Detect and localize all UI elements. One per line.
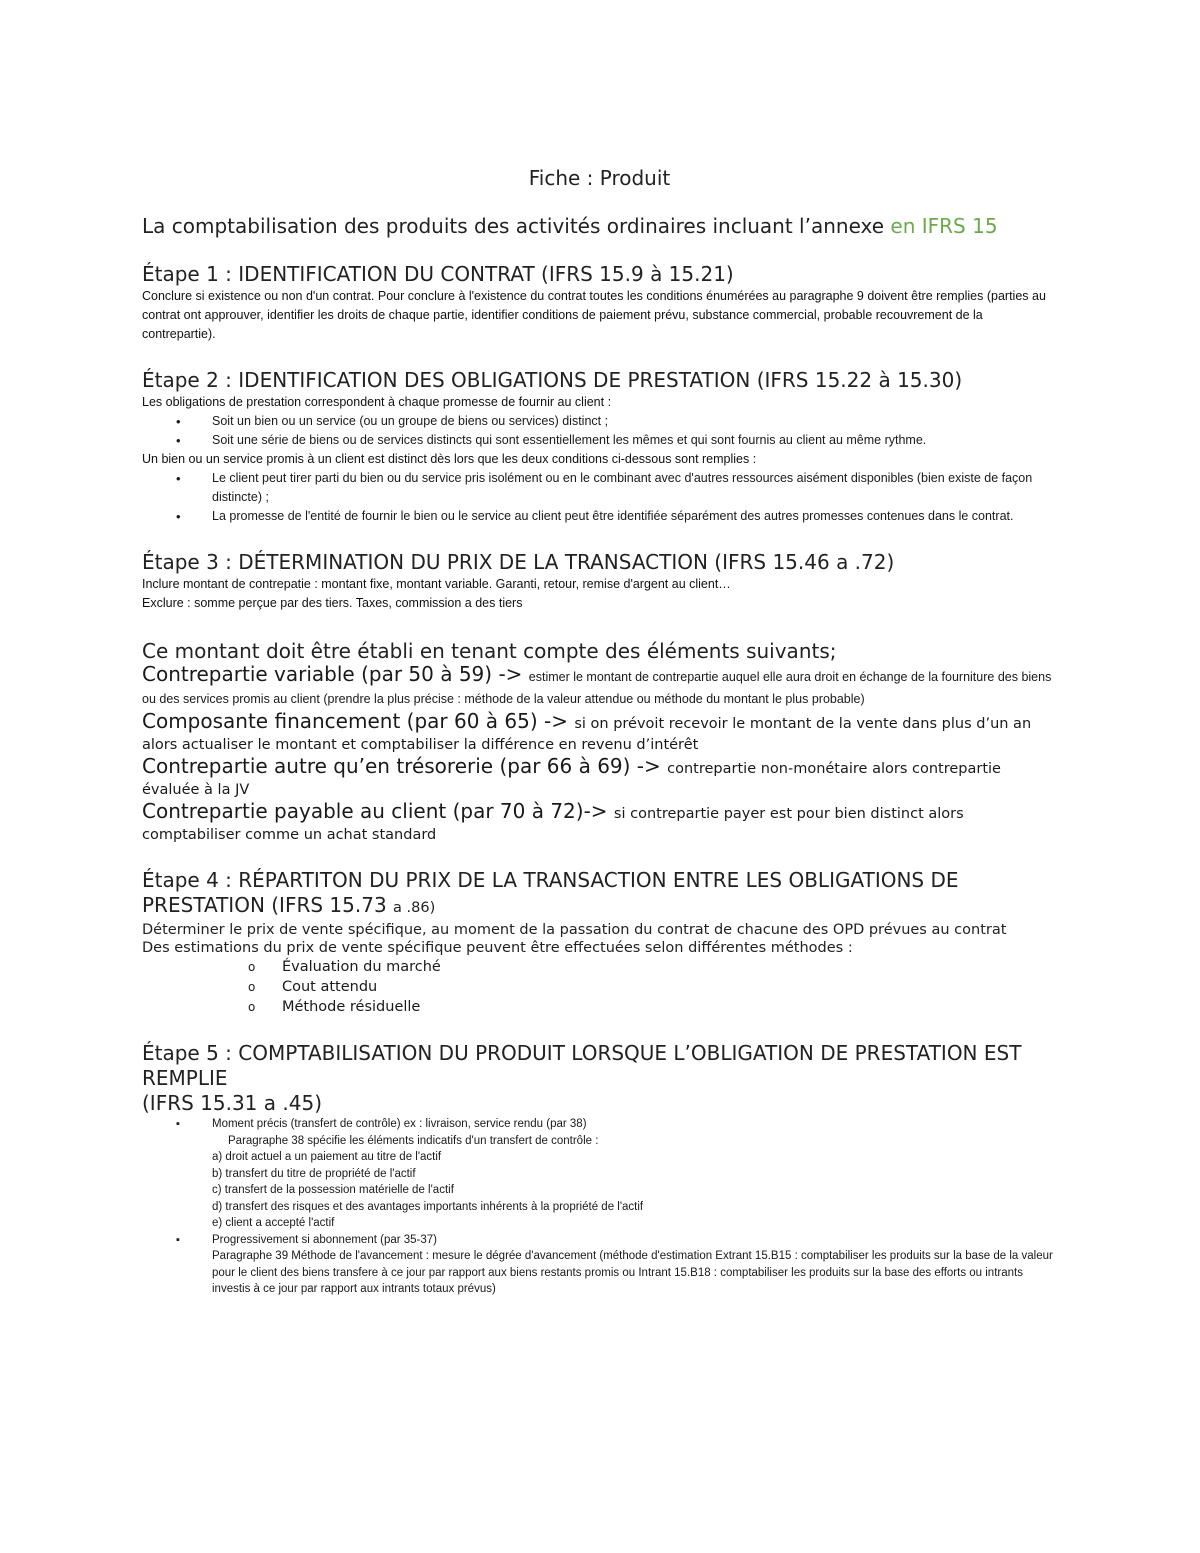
criterion-text: si on prévoit recevoir le montant de la vente dans plus d’un an alors actualiser le montant et comptabiliser la différence en revenu d’intérêt: [142, 716, 1032, 753]
list-item: [212, 1232, 1057, 1298]
list-item: • Le client peut tirer parti du bien ou du service pris isolément ou en le combinant avec d'autres ressources aisément disponibles (bien existe de façon distincte) ;: [212, 469, 1057, 507]
step-5-section: [142, 1041, 1057, 1298]
step-3-criteria-lead: Ce montant doit être établi en tenant compte des éléments suivants;: [142, 639, 837, 663]
criterion-text: contrepartie non-monétaire alors contrepartie évaluée à la JV: [142, 761, 1001, 798]
criterion-label: Contrepartie variable (par 50 à 59) ->: [142, 662, 529, 686]
criterion-text: si contrepartie payer est pour bien distinct alors comptabiliser comme un achat standard: [142, 806, 964, 843]
step-4-heading: [142, 868, 1057, 921]
step-3-include: Inclure montant de contrepatie : montant fixe, montant variable. Garanti, retour, remise d'argent au client…: [142, 577, 731, 591]
criterion-non-cash: [142, 756, 1057, 799]
step-1-heading: Étape 1 : IDENTIFICATION DU CONTRAT (IFRS 15.9 à 15.21): [142, 262, 734, 286]
step-5-heading: Étape 5 : COMPTABILISATION DU PRODUIT LORSQUE L’OBLIGATION DE PRESTATION EST REMPLIE: [142, 1041, 1022, 1090]
step-3-heading: Étape 3 : DÉTERMINATION DU PRIX DE LA TRANSACTION (IFRS 15.46 a .72): [142, 550, 895, 574]
step-2-lead: Les obligations de prestation correspondent à chaque promesse de fournir au client :: [142, 395, 612, 409]
sub-item: Paragraphe 39 Méthode de l'avancement : mesure le dégrée d'avancement (méthode d'estimation Extrant 15.B15 : comptabiliser les produits sur la base de la valeur pour le client des biens transfere à ce jour par rapport aux biens restants promis ou Intrant 15.B18 : comptabiliser les produits sur la base des efforts ou intrants investis à ce jour par rapport aux intrants totaux prévus): [212, 1250, 1053, 1295]
step-1-section: [142, 262, 1057, 344]
step-4-methods-list: [142, 957, 1057, 1017]
step-2-section: [142, 368, 1057, 526]
sub-item: c) transfert de la possession matérielle de l'actif: [212, 1184, 454, 1196]
criterion-payable-to-customer: [142, 801, 1057, 844]
list-item: o Cout attendu: [282, 977, 1057, 997]
list-item: [212, 1116, 1057, 1232]
list-item: • Soit un bien ou un service (ou un groupe de biens ou services) distinct ;: [212, 412, 1057, 431]
step-2-conditions-list: [142, 469, 1057, 526]
list-item: • La promesse de l'entité de fournir le bien ou le service au client peut être identifiée séparément des autres promesses contenues dans le contrat.: [212, 507, 1057, 526]
sub-lead: Paragraphe 38 spécifie les éléments indicatifs d'un transfert de contrôle :: [228, 1134, 599, 1147]
list-item-text: Progressivement si abonnement (par 35-37): [212, 1233, 438, 1246]
document-title: Fiche : Produit: [528, 166, 671, 190]
list-item: o Méthode résiduelle: [282, 997, 1057, 1017]
step-5-list: [142, 1116, 1057, 1298]
criterion-variable: [142, 664, 1057, 709]
sub-item: e) client a accepté l'actif: [212, 1217, 335, 1229]
step-4-section: [142, 868, 1057, 1017]
step-4-heading-text: Étape 4 : RÉPARTITON DU PRIX DE LA TRANSACTION ENTRE LES OBLIGATIONS DE PRESTATION (IFRS 15.73: [142, 868, 959, 917]
step-5-heading-ref: (IFRS 15.31 a .45): [142, 1091, 322, 1115]
sub-item: b) transfert du titre de propriété de l'actif: [212, 1167, 416, 1180]
criterion-label: Contrepartie autre qu’en trésorerie (par 66 à 69) ->: [142, 754, 668, 778]
criterion-label: Composante financement (par 60 à 65) ->: [142, 709, 575, 733]
document-page: [142, 166, 1057, 1322]
step-3-exclude: Exclure : somme perçue par des tiers. Taxes, commission a des tiers: [142, 596, 523, 610]
intro-text: La comptabilisation des produits des activités ordinaires incluant l’annexe: [142, 214, 891, 238]
criterion-text: estimer le montant de contrepartie auquel elle aura droit en échange de la fourniture des biens ou des services promis au client (prendre la plus précise : méthode de la valeur attendue ou méthode du montant le plus probable): [142, 670, 1052, 706]
sub-item: a) droit actuel a un paiement au titre de l'actif: [212, 1151, 442, 1163]
intro-paragraph: [142, 214, 1057, 238]
list-item: o Évaluation du marché: [282, 957, 1057, 977]
step-1-body: Conclure si existence ou non d'un contrat. Pour conclure à l'existence du contrat toutes les conditions énumérées au paragraphe 9 doivent être remplies (parties au contrat ont approuver, identifier les droits de chaque partie, identifier conditions de paiement prévu, substance commercial, probable recouvrement de la contrepartie).: [142, 289, 1046, 341]
step-3-section: [142, 550, 1057, 844]
step-2-heading: Étape 2 : IDENTIFICATION DES OBLIGATIONS DE PRESTATION (IFRS 15.22 à 15.30): [142, 368, 963, 392]
list-item-text: Moment précis (transfert de contrôle) ex : livraison, service rendu (par 38): [212, 1118, 587, 1130]
step-4-line-2: Des estimations du prix de vente spécifique peuvent être effectuées selon différentes méthodes :: [142, 940, 853, 956]
intro-highlight: en IFRS 15: [890, 214, 998, 238]
list-item: • Soit une série de biens ou de services distincts qui sont essentiellement les mêmes et qui sont fournis au client au même rythme.: [212, 431, 1057, 450]
step-2-bullet-list: [142, 412, 1057, 450]
sub-item: d) transfert des risques et des avantages importants inhérents à la propriété de l'actif: [212, 1200, 644, 1213]
step-4-line-1: Déterminer le prix de vente spécifique, au moment de la passation du contrat de chacune des OPD prévues au contrat: [142, 922, 1007, 938]
step-4-heading-small: a .86): [393, 900, 436, 916]
criterion-label: Contrepartie payable au client (par 70 à 72)->: [142, 799, 614, 823]
step-2-lead-2: Un bien ou un service promis à un client est distinct dès lors que les deux conditions ci-dessous sont remplies :: [142, 452, 757, 466]
criterion-financing: [142, 711, 1057, 754]
